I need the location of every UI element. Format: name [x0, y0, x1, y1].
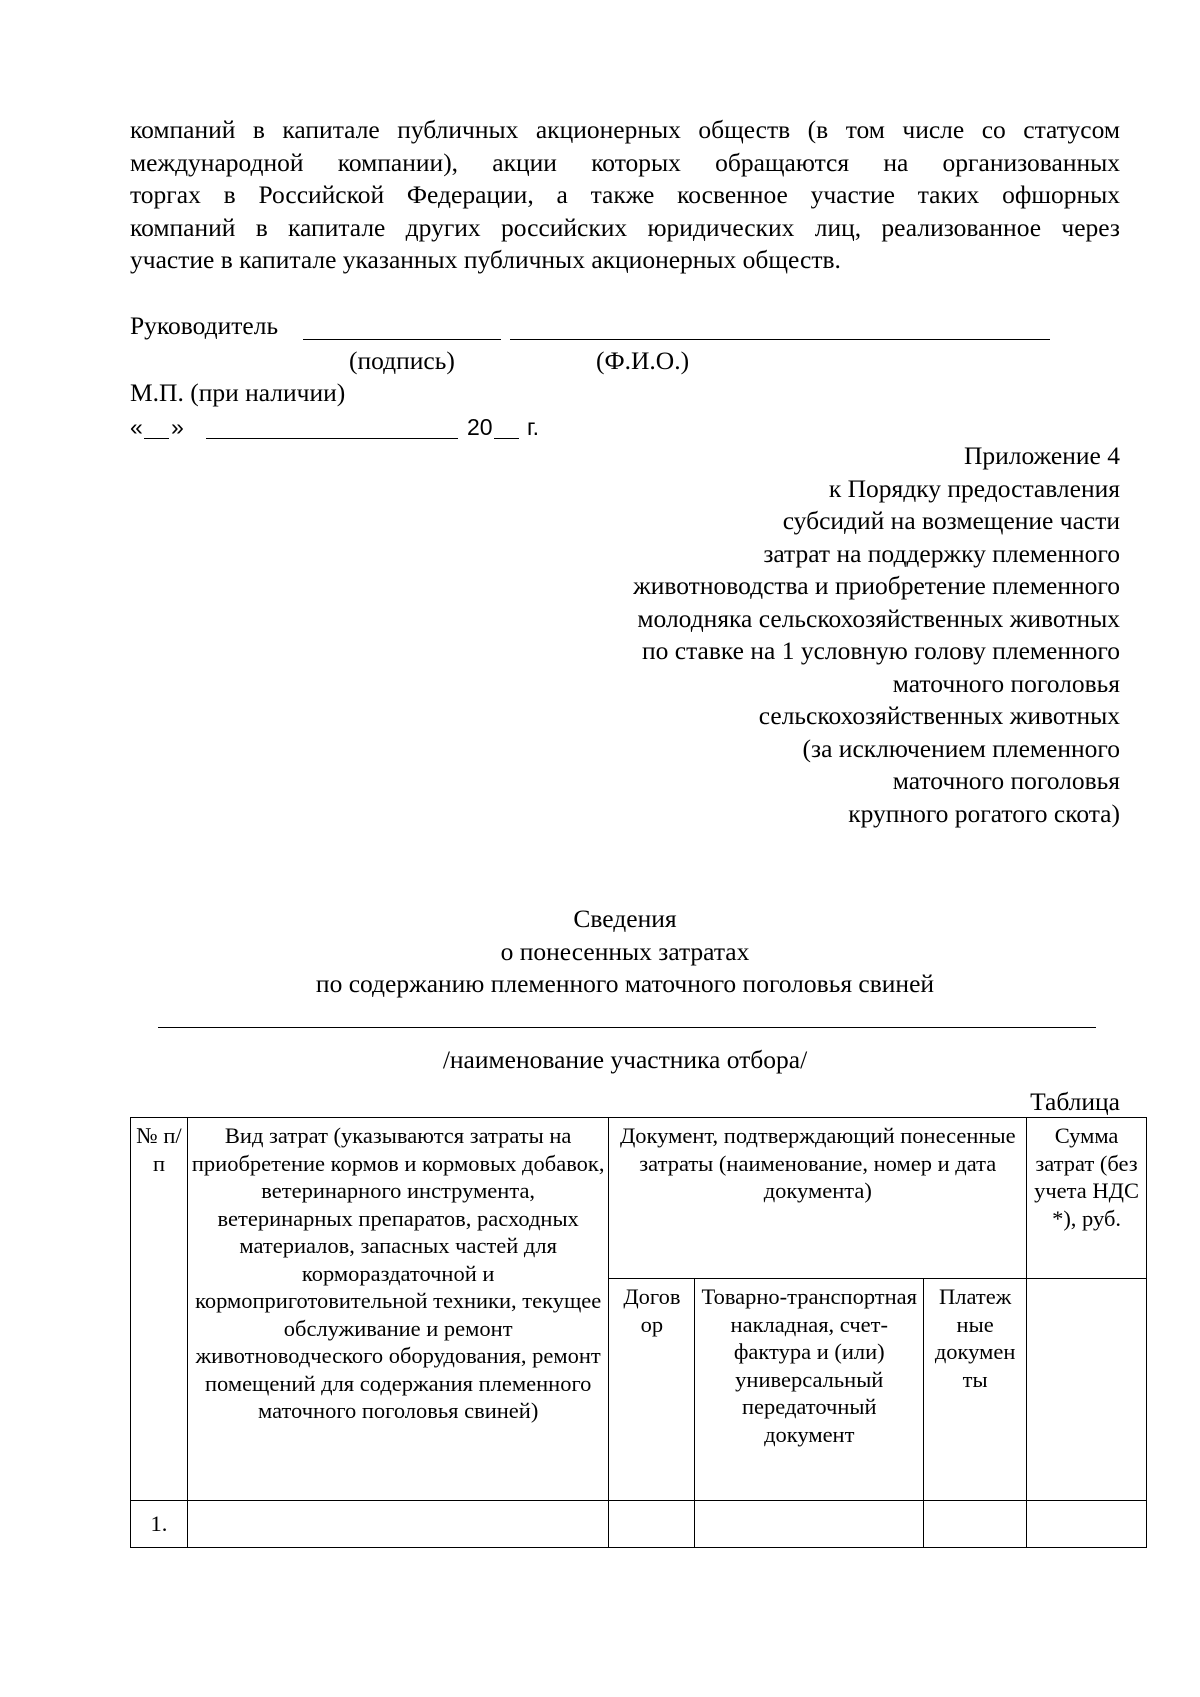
header-cost-type: Вид затрат (указываются затраты на приобретение кормов и кормовых добавок, ветеринарного инструмента, ветеринарных препаратов, расходных материалов, запасных частей для кормораздаточной и кормоприготовительной техники, текущее обслуживание и ремонт животноводческого оборудования, ремонт помещений для содержания племенного маточного поголовья свиней)	[187, 1118, 609, 1501]
appendix-line: маточного поголовья	[892, 766, 1120, 795]
year-prefix: 20	[467, 414, 493, 440]
table-row	[131, 1501, 1147, 1548]
title-line: по содержанию племенного маточного поголовья свиней	[315, 969, 935, 998]
stamp-label: М.П. (при наличии)	[130, 378, 346, 407]
table-header-row	[131, 1118, 1147, 1279]
appendix-line: по ставке на 1 условную голову племенного	[642, 636, 1120, 665]
signature-caption: (подпись)	[349, 346, 455, 375]
row-waybill	[695, 1501, 924, 1548]
intro-line: международной компании), акции которых обращаются на организованных	[130, 147, 1120, 177]
appendix-line: к Порядку предоставления	[828, 473, 1120, 503]
appendix-reference	[500, 440, 1120, 830]
intro-line: компаний в капитале публичных акционерных обществ (в том числе со статусом	[130, 115, 1120, 144]
appendix-line: Приложение 4	[964, 441, 1120, 470]
title-line: Сведения	[573, 904, 677, 933]
appendix-line: (за исключением племенного	[802, 733, 1120, 763]
header-sum: Сумма затрат (без учета НДС *), руб.	[1027, 1118, 1147, 1279]
day-line	[144, 438, 169, 439]
row-contract	[609, 1501, 695, 1548]
row-number: 1.	[131, 1501, 188, 1548]
name-line	[510, 339, 1050, 340]
intro-line: участие в капитале указанных публичных акционерных обществ.	[130, 245, 841, 274]
date-open-quote: «	[130, 414, 143, 440]
row-payment	[924, 1501, 1027, 1548]
appendix-line: молодняка сельскохозяйственных животных	[637, 603, 1120, 633]
header-sum-empty	[1027, 1279, 1147, 1501]
date-close-quote: »	[171, 414, 184, 440]
appendix-line: субсидий на возмещение части	[782, 506, 1120, 535]
appendix-line: сельскохозяйственных животных	[758, 701, 1120, 730]
head-label: Руководитель	[130, 311, 279, 340]
document-title	[130, 903, 1120, 1001]
appendix-line: затрат на поддержку племенного	[763, 538, 1120, 568]
table-label: Таблица	[1030, 1087, 1120, 1116]
month-line	[206, 438, 458, 439]
appendix-line: крупного рогатого скота)	[848, 798, 1120, 828]
year-line	[494, 438, 519, 439]
header-document: Документ, подтверждающий понесенные затраты (наименование, номер и дата документа)	[609, 1118, 1027, 1279]
row-sum	[1027, 1501, 1147, 1548]
participant-caption: /наименование участника отбора/	[442, 1045, 808, 1074]
row-cost-type	[187, 1501, 609, 1548]
header-number: № п/п	[131, 1118, 188, 1501]
appendix-line: маточного поголовья	[892, 668, 1120, 698]
intro-paragraph	[130, 114, 1120, 277]
appendix-line: животноводства и приобретение племенного	[633, 571, 1120, 600]
participant-name-line	[158, 1027, 1096, 1028]
intro-line: торгах в Российской Федерации, а также косвенное участие таких офшорных	[130, 180, 1120, 209]
costs-table	[130, 1117, 1147, 1548]
title-line: о понесенных затратах	[500, 936, 750, 966]
intro-line: компаний в капитале других российских юридических лиц, реализованное через	[130, 212, 1120, 242]
year-suffix: г.	[527, 414, 539, 440]
name-caption: (Ф.И.О.)	[596, 346, 690, 375]
header-waybill: Товарно-транспортная накладная, счет-фактура и (или) универсальный передаточный документ	[695, 1279, 924, 1501]
header-contract: Догов ор	[609, 1279, 695, 1501]
header-payment: Платеж ные докумен ты	[924, 1279, 1027, 1501]
signature-line	[303, 339, 501, 340]
